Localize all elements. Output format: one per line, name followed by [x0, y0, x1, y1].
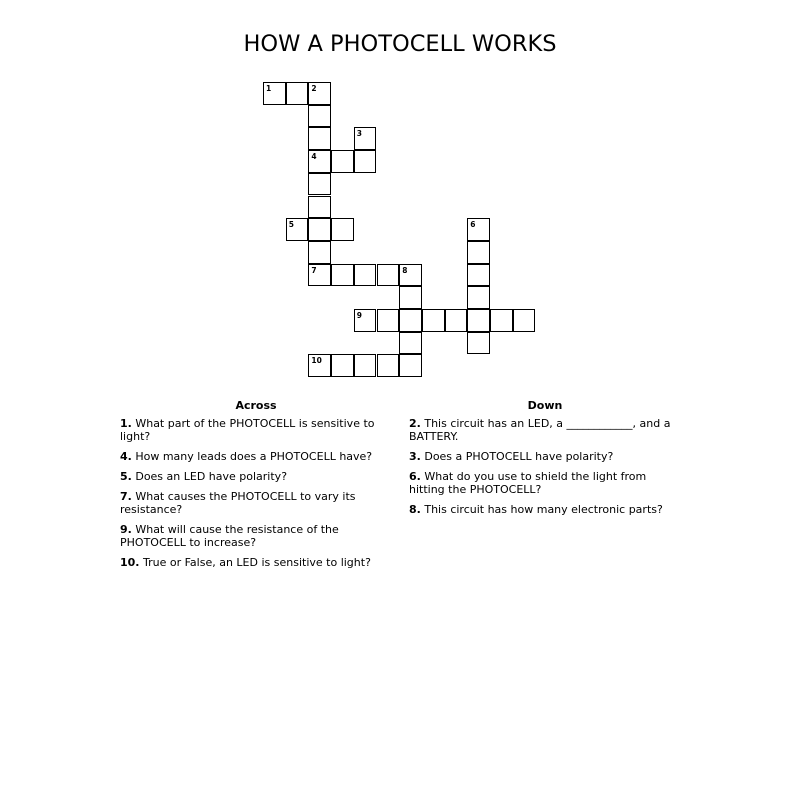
grid-cell[interactable]: [308, 82, 331, 105]
clue-number: 2: [311, 84, 317, 93]
clue-text: This circuit has how many electronic parts?: [424, 503, 663, 516]
grid-cell[interactable]: [308, 264, 331, 287]
clue-number-label: 6.: [409, 470, 421, 483]
clue-text: How many leads does a PHOTOCELL have?: [135, 450, 373, 463]
grid-cell[interactable]: [399, 332, 422, 355]
grid-cell[interactable]: [467, 309, 490, 332]
grid-cell[interactable]: [286, 218, 309, 241]
clue-number: 10: [311, 356, 322, 366]
clue-text: What will cause the resistance of the PHOTOCELL to increase?: [120, 523, 339, 549]
clue-text: True or False, an LED is sensitive to light?: [143, 556, 371, 569]
clue-text: This circuit has an LED, a ____________, and a BATTERY.: [409, 417, 671, 443]
clue-number: 4: [311, 152, 317, 162]
grid-cell[interactable]: [490, 309, 513, 332]
clue-text: Does a PHOTOCELL have polarity?: [424, 450, 614, 463]
clue-number: 8: [402, 265, 408, 275]
across-clue: [120, 450, 390, 463]
grid-cell[interactable]: [354, 150, 377, 173]
clue-text: What causes the PHOTOCELL to vary its resistance?: [120, 490, 356, 516]
grid-cell[interactable]: [308, 241, 331, 264]
grid-cell[interactable]: [467, 286, 490, 309]
grid-cell[interactable]: [354, 264, 377, 287]
clue-number-label: 9.: [120, 523, 132, 536]
across-clue: [120, 417, 390, 443]
across-clue: [120, 490, 390, 516]
puzzle-title: HOW A PHOTOCELL WORKS: [243, 31, 557, 57]
grid-cell[interactable]: [331, 150, 354, 173]
down-clue: [409, 503, 679, 516]
clue-number: 9: [356, 311, 363, 320]
grid-cell[interactable]: [399, 286, 422, 309]
grid-cell[interactable]: [331, 354, 354, 377]
across-clues: [120, 417, 390, 576]
grid-cell[interactable]: [286, 82, 309, 105]
down-clues: [409, 417, 679, 523]
grid-cell[interactable]: [354, 127, 377, 150]
grid-cell[interactable]: [263, 82, 286, 105]
clue-number-label: 10.: [120, 556, 140, 569]
grid-cell[interactable]: [308, 150, 331, 173]
clue-number: 6: [470, 220, 476, 230]
across-clue: [120, 470, 390, 483]
clue-number-label: 4.: [120, 450, 132, 463]
clue-text: Does an LED have polarity?: [135, 470, 288, 483]
grid-cell[interactable]: [467, 332, 490, 355]
grid-cell[interactable]: [308, 127, 331, 150]
grid-cell[interactable]: [377, 264, 400, 287]
down-clue: [409, 470, 679, 496]
grid-cell[interactable]: [467, 241, 490, 264]
clue-text: What part of the PHOTOCELL is sensitive to light?: [120, 417, 375, 443]
clue-number: 3: [356, 129, 363, 139]
down-clue: [409, 450, 679, 463]
clue-number-label: 7.: [120, 490, 132, 503]
grid-cell[interactable]: [467, 264, 490, 287]
grid-cell[interactable]: [513, 309, 536, 332]
grid-cell[interactable]: [308, 354, 331, 377]
across-clue: [120, 523, 390, 549]
down-heading: Down: [527, 399, 563, 412]
grid-cell[interactable]: [308, 218, 331, 241]
grid-cell[interactable]: [377, 309, 400, 332]
clue-number: 5: [288, 220, 294, 230]
grid-cell[interactable]: [308, 105, 331, 128]
across-clue: [120, 556, 390, 569]
clue-number-label: 5.: [120, 470, 132, 483]
grid-cell[interactable]: [399, 264, 422, 287]
clue-number: 7: [311, 265, 317, 275]
clue-number-label: 8.: [409, 503, 421, 516]
grid-cell[interactable]: [445, 309, 468, 332]
clue-number: 1: [266, 84, 272, 93]
grid-cell[interactable]: [308, 196, 331, 219]
clue-text: What do you use to shield the light from hitting the PHOTOCELL?: [409, 470, 647, 496]
grid-cell[interactable]: [354, 354, 377, 377]
grid-cell[interactable]: [399, 309, 422, 332]
grid-cell[interactable]: [331, 264, 354, 287]
clue-number-label: 1.: [120, 417, 132, 430]
grid-cell[interactable]: [377, 354, 400, 377]
clue-number-label: 3.: [409, 450, 421, 463]
grid-cell[interactable]: [467, 218, 490, 241]
down-clue: [409, 417, 679, 443]
grid-cell[interactable]: [331, 218, 354, 241]
clue-number-label: 2.: [409, 417, 421, 430]
grid-cell[interactable]: [422, 309, 445, 332]
across-heading: Across: [235, 399, 277, 412]
grid-cell[interactable]: [308, 173, 331, 196]
grid-cell[interactable]: [354, 309, 377, 332]
grid-cell[interactable]: [399, 354, 422, 377]
